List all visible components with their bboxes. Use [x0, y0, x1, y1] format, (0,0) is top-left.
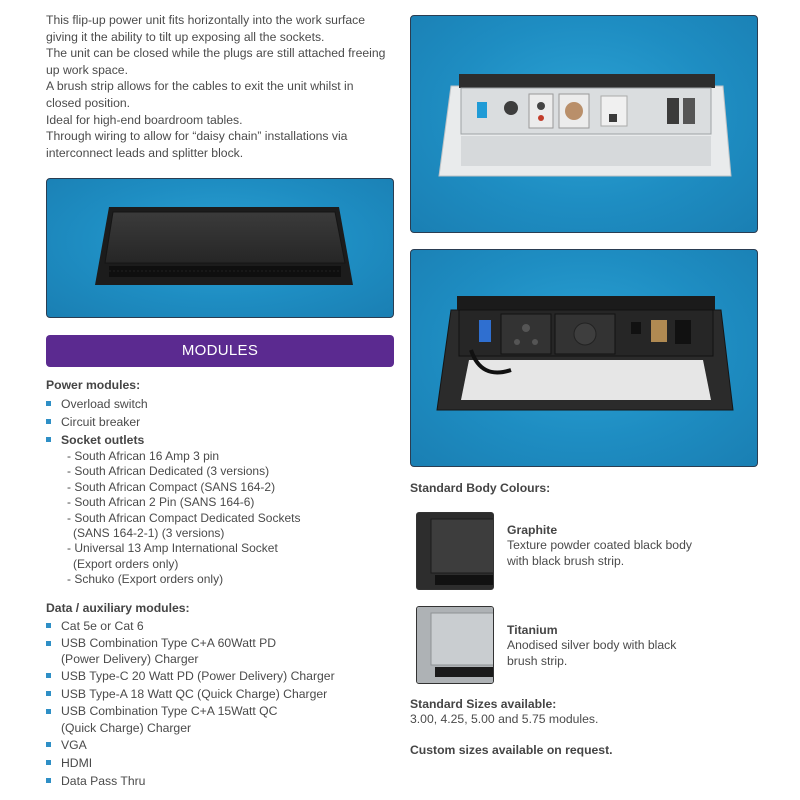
closed-unit-photo: [46, 178, 394, 318]
bullet-icon: [46, 691, 51, 696]
titanium-swatch-illustration: [417, 607, 494, 684]
bullet-icon: [46, 778, 51, 783]
list-item: - Universal 13 Amp International Socket (Export orders only): [67, 541, 278, 571]
graphite-open-unit-photo: [410, 249, 758, 467]
list-item: Circuit breaker: [46, 413, 396, 431]
custom-sizes-note: Custom sizes available on request.: [410, 743, 613, 757]
titanium-swatch-photo: [416, 606, 494, 684]
bullet-icon: [46, 437, 51, 442]
intro-paragraph: This flip-up power unit fits horizontally into the work surface giving it the ability to tilt up exposing all the sockets.: [46, 13, 366, 44]
power-modules-list: [46, 395, 396, 588]
sizes-text: 3.00, 4.25, 5.00 and 5.75 modules.: [410, 712, 599, 726]
socket-outlets-list: [61, 449, 396, 588]
bullet-icon: [46, 709, 51, 714]
bullet-icon: [46, 673, 51, 678]
list-item: USB Type-C 20 Watt PD (Power Delivery) Charger: [46, 667, 396, 685]
bullet-icon: [46, 641, 51, 646]
titanium-open-unit-photo: [410, 15, 758, 233]
list-item: Socket outlets - South African 16 Amp 3 pin - South African Dedicated (3 versions) - South African Compact (SANS 164-2) - South African 2 Pin (SANS 164-6) - South African Compact Dedicated Sockets (SANS 164-2-1) (3 versions) - Universal 13 Amp International Socket (Export orders only) - Schuko (Export orders only): [46, 431, 396, 588]
intro-paragraph: Ideal for high-end boardroom tables.: [46, 112, 243, 127]
list-item: - South African 16 Amp 3 pin: [67, 449, 220, 463]
intro-paragraph: Through wiring to allow for “daisy chain” installations via interconnect leads and splitter block.: [46, 129, 348, 160]
list-item: - Schuko (Export orders only): [67, 572, 224, 587]
bullet-icon: [46, 419, 51, 424]
titanium-title: Titanium: [507, 623, 558, 637]
list-item: USB Combination Type C+A 60Watt PD (Power Delivery) Charger: [46, 635, 396, 667]
list-item: Overload switch: [46, 395, 396, 413]
closed-unit-illustration: [47, 179, 394, 318]
list-item: - South African Compact Dedicated Sockets (SANS 164-2-1) (3 versions): [67, 510, 301, 541]
list-item: - South African Compact (SANS 164-2): [67, 479, 276, 494]
power-modules-heading: Power modules:: [46, 378, 141, 392]
bullet-icon: [46, 742, 51, 747]
list-item: HDMI: [46, 754, 396, 772]
intro-paragraph: A brush strip allows for the cables to exit the unit whilst in closed position.: [46, 79, 354, 110]
bullet-icon: [46, 401, 51, 406]
list-item: Cat 5e or Cat 6: [46, 617, 396, 635]
bullet-icon: [46, 623, 51, 628]
modules-banner: MODULES: [46, 335, 394, 367]
list-item: - South African Dedicated (3 versions): [67, 464, 270, 479]
graphite-open-illustration: [411, 250, 758, 467]
intro-text: [46, 12, 391, 161]
list-item: Data Pass Thru: [46, 772, 396, 790]
sizes-heading: Standard Sizes available:: [410, 697, 557, 711]
bullet-icon: [46, 760, 51, 765]
list-item: USB Combination Type C+A 15Watt QC (Quick Charge) Charger: [46, 703, 396, 735]
graphite-swatch-photo: [416, 512, 494, 590]
titanium-description: Anodised silver body with black brush strip.: [507, 638, 677, 668]
data-modules-list: [46, 617, 396, 790]
intro-paragraph: The unit can be closed while the plugs are still attached freeing up work space.: [46, 46, 386, 77]
graphite-description: Texture powder coated black body with black brush strip.: [507, 538, 692, 568]
body-colours-heading: Standard Body Colours:: [410, 481, 551, 495]
data-modules-heading: Data / auxiliary modules:: [46, 601, 190, 615]
list-item: USB Type-A 18 Watt QC (Quick Charge) Charger: [46, 685, 396, 703]
graphite-title: Graphite: [507, 523, 558, 537]
list-item: VGA: [46, 736, 396, 754]
graphite-swatch-illustration: [417, 513, 494, 590]
list-item: - South African 2 Pin (SANS 164-6): [67, 495, 255, 510]
titanium-open-illustration: [411, 16, 758, 233]
